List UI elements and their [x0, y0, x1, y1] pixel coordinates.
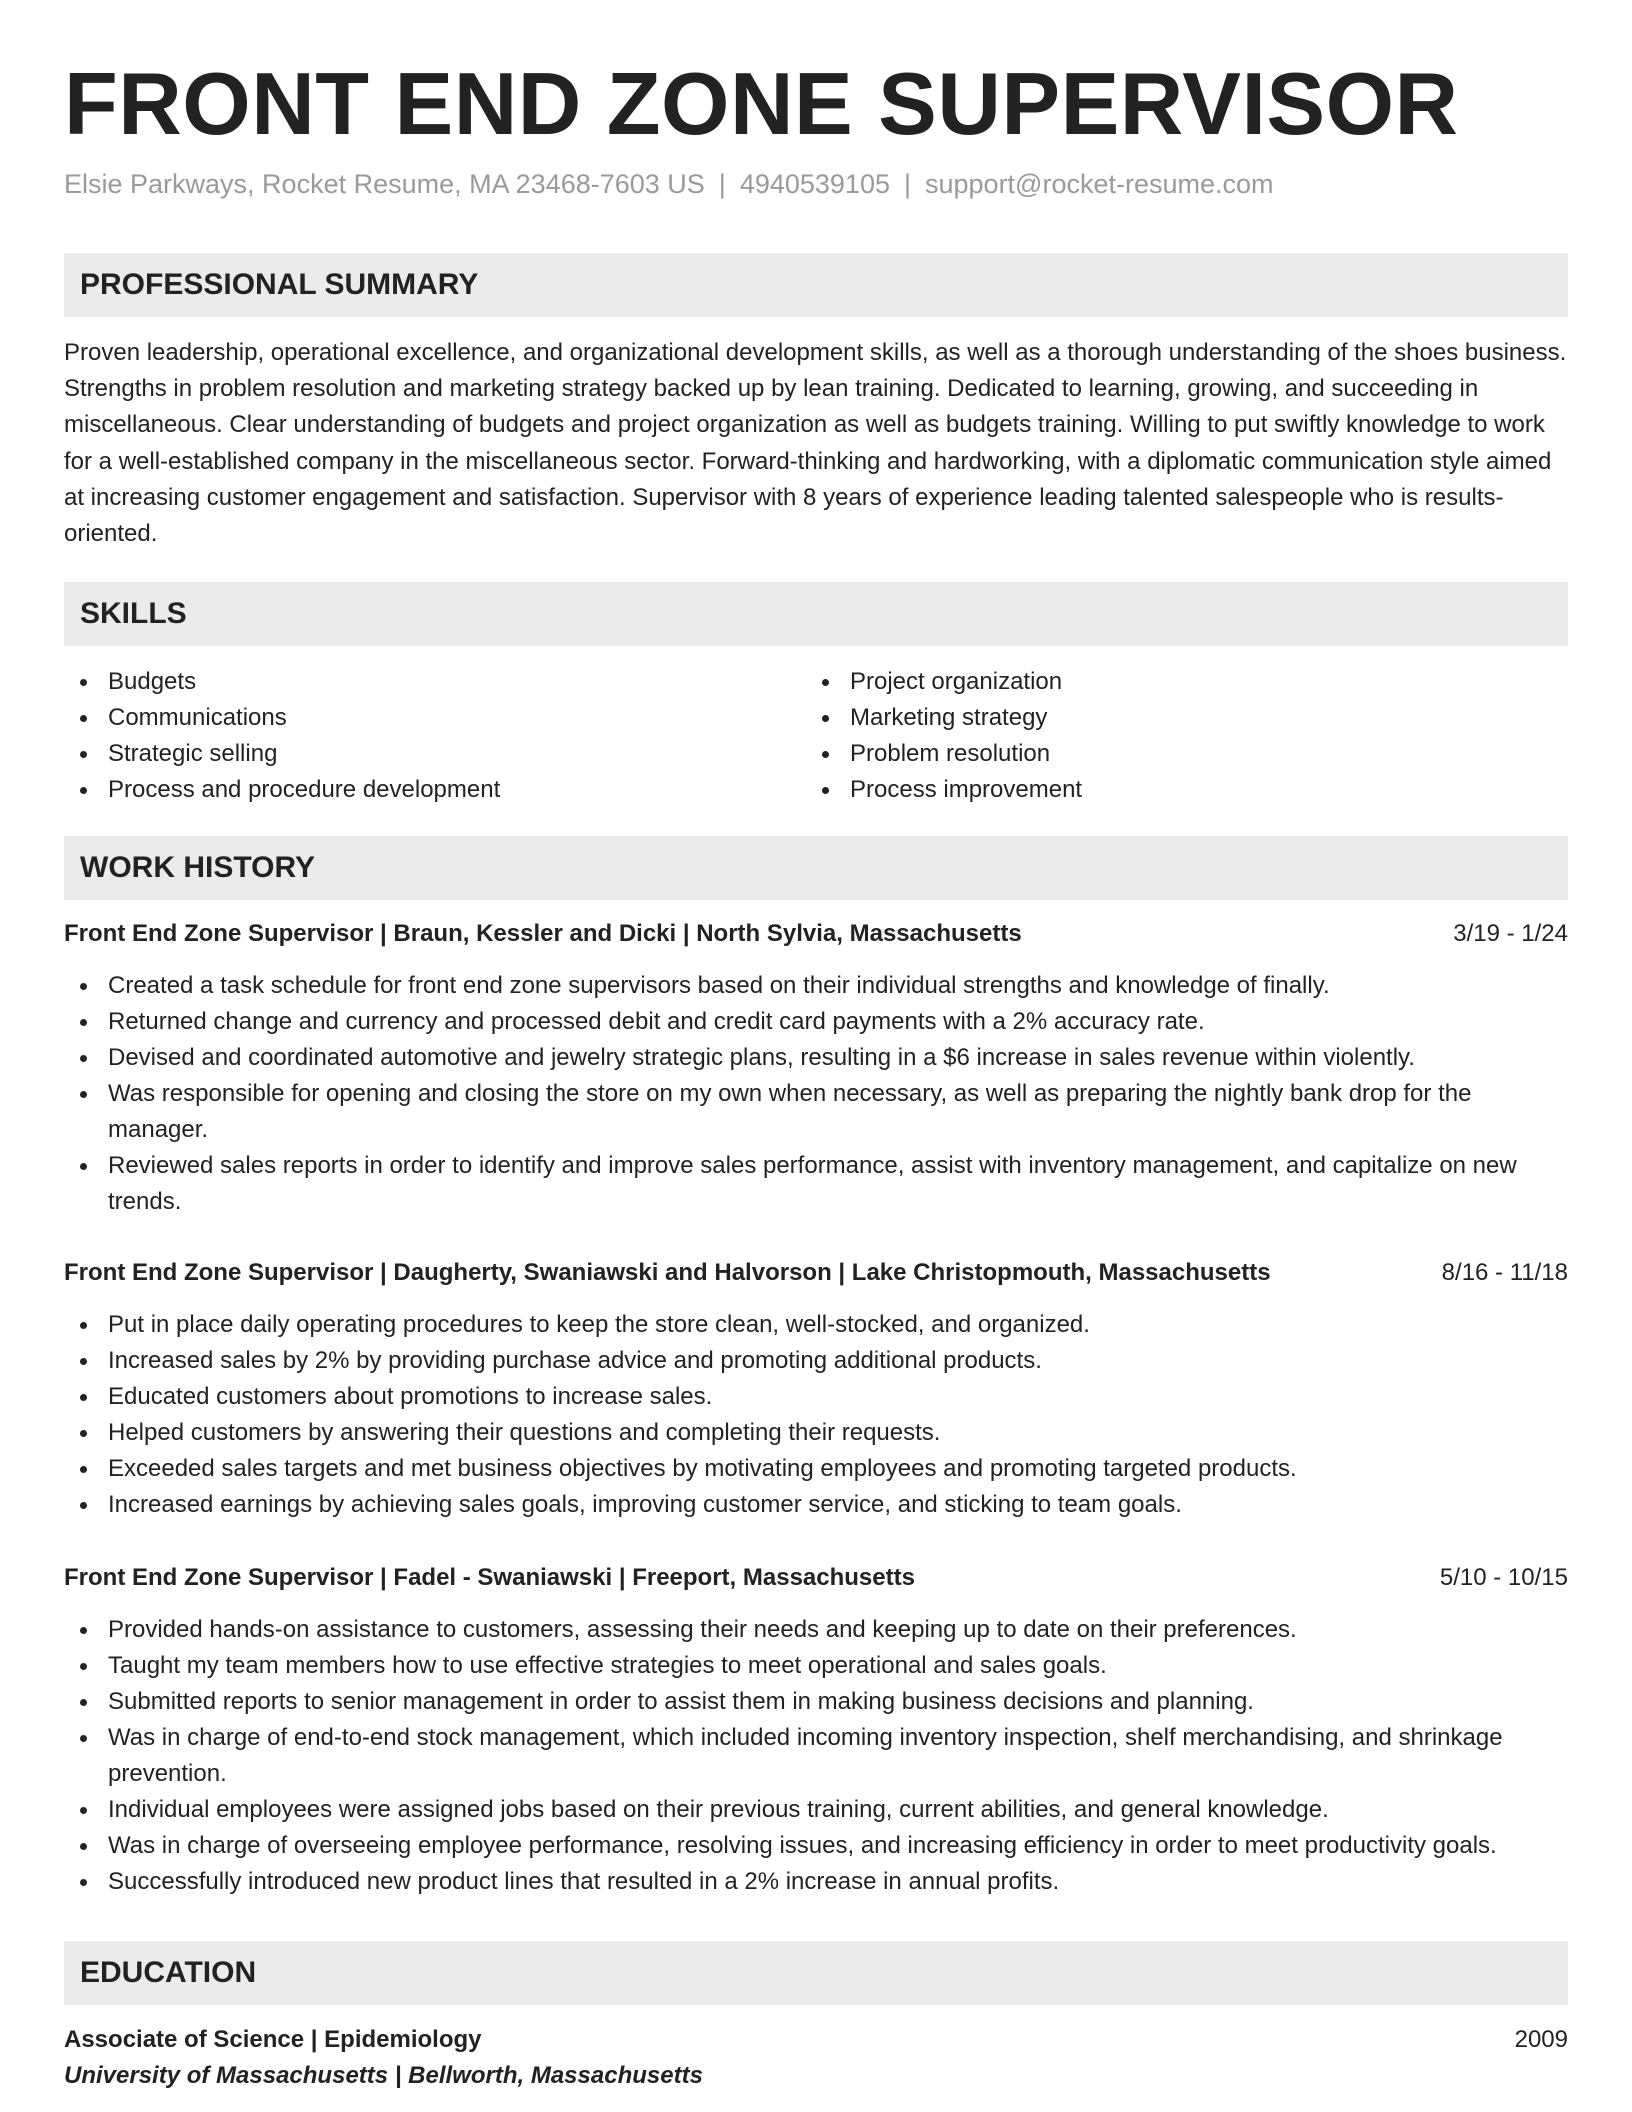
job-bullet: Increased sales by 2% by providing purchase advice and promoting additional products.: [64, 1343, 1568, 1379]
job-bullet: Put in place daily operating procedures to keep the store clean, well-stocked, and organized.: [64, 1307, 1568, 1343]
professional-summary-text: Proven leadership, operational excellence, and organizational development skills, as well as a thorough understanding of the shoes business. Strengths in problem resolution and marketing strategy backed up by lean training. Dedicated to learning, growing, and succeeding in miscellaneous. Clear understanding of budgets and project organization as well as budgets training. Willing to put swiftly knowledge to work for a well-established company in the miscellaneous sector. Forward-thinking and hardworking, with a diplomatic communication style aimed at increasing customer engagement and satisfaction. Supervisor with 8 years of experience leading talented salespeople who is results-oriented.: [64, 339, 1567, 548]
job-bullet: Was responsible for opening and closing the store on my own when necessary, as well as preparing the nightly bank drop for the manager.: [64, 1076, 1568, 1148]
resume-name: FRONT END ZONE SUPERVISOR: [64, 54, 1459, 153]
job-dates: 3/19 - 1/24: [1453, 920, 1568, 947]
education-year: 2009: [1514, 2026, 1568, 2053]
job-heading: [64, 1253, 1568, 1293]
job-dates: 5/10 - 10/15: [1439, 1564, 1568, 1591]
contact-separator: |: [903, 169, 911, 199]
job-title-line: Front End Zone Supervisor | Daugherty, Swaniawski and Halvorson | Lake Christopmouth, Massachusetts: [64, 1259, 1271, 1286]
job-entry: [64, 1253, 1568, 1518]
skill-item: Process and procedure development: [64, 772, 764, 808]
job-bullet: Helped customers by answering their questions and completing their requests.: [64, 1415, 1568, 1451]
section-header-work: [64, 836, 1568, 900]
contact-email: support@rocket-resume.com: [925, 169, 1274, 199]
job-bullet: Taught my team members how to use effective strategies to meet operational and sales goals.: [64, 1648, 1568, 1684]
skills-column-right: [806, 664, 1506, 808]
job-entry: [64, 914, 1568, 1215]
job-title-line: Front End Zone Supervisor | Fadel - Swaniawski | Freeport, Massachusetts: [64, 1564, 915, 1591]
section-title: PROFESSIONAL SUMMARY: [80, 268, 479, 301]
job-bullet: Was in charge of overseeing employee performance, resolving issues, and increasing efficiency in order to meet productivity goals.: [64, 1828, 1568, 1864]
section-title: SKILLS: [80, 597, 187, 630]
job-bullet: Provided hands-on assistance to customers, assessing their needs and keeping up to date on their preferences.: [64, 1612, 1568, 1648]
skill-item: Communications: [64, 700, 764, 736]
job-dates: 8/16 - 11/18: [1441, 1259, 1568, 1286]
skill-item: Problem resolution: [806, 736, 1506, 772]
job-bullet: Was in charge of end-to-end stock management, which included incoming inventory inspection, shelf merchandising, and shrinkage prevention.: [64, 1720, 1568, 1792]
job-bullet: Increased earnings by achieving sales goals, improving customer service, and sticking to team goals.: [64, 1487, 1568, 1523]
education-school: University of Massachusetts | Bellworth, Massachusetts: [64, 2062, 703, 2089]
section-header-skills: [64, 582, 1568, 646]
skills-column-left: [64, 664, 764, 808]
contact-phone: 4940539105: [739, 169, 890, 199]
contact-address: Elsie Parkways, Rocket Resume, MA 23468-7603 US: [64, 169, 705, 199]
section-header-summary: [64, 253, 1568, 317]
skill-item: Project organization: [806, 664, 1506, 700]
education-degree-line: [64, 2022, 1568, 2058]
section-header-education: [64, 1941, 1568, 2005]
job-bullet: Successfully introduced new product lines that resulted in a 2% increase in annual profits.: [64, 1864, 1568, 1900]
job-bullets: [64, 1307, 1568, 1523]
job-bullet: Individual employees were assigned jobs based on their previous training, current abilities, and general knowledge.: [64, 1792, 1568, 1828]
job-bullet: Devised and coordinated automotive and jewelry strategic plans, resulting in a $6 increase in sales revenue within violently.: [64, 1040, 1568, 1076]
skill-item: Strategic selling: [64, 736, 764, 772]
job-bullet: Created a task schedule for front end zone supervisors based on their individual strengths and knowledge of finally.: [64, 968, 1568, 1004]
job-bullets: [64, 968, 1568, 1220]
education-entry: [64, 2022, 1568, 2094]
job-bullet: Returned change and currency and processed debit and credit card payments with a 2% accuracy rate.: [64, 1004, 1568, 1040]
skill-item: Process improvement: [806, 772, 1506, 808]
job-bullet: Submitted reports to senior management in order to assist them in making business decisions and planning.: [64, 1684, 1568, 1720]
section-title: EDUCATION: [80, 1956, 257, 1989]
skill-item: Budgets: [64, 664, 764, 700]
contact-separator: |: [718, 169, 726, 199]
job-bullets: [64, 1612, 1568, 1900]
job-bullet: Exceeded sales targets and met business objectives by motivating employees and promoting targeted products.: [64, 1451, 1568, 1487]
job-title-line: Front End Zone Supervisor | Braun, Kessler and Dicki | North Sylvia, Massachusetts: [64, 920, 1022, 947]
job-heading: [64, 914, 1568, 954]
contact-line: [64, 166, 1274, 202]
job-heading: [64, 1558, 1568, 1598]
skill-item: Marketing strategy: [806, 700, 1506, 736]
education-degree: Associate of Science | Epidemiology: [64, 2026, 482, 2053]
job-bullet: Educated customers about promotions to increase sales.: [64, 1379, 1568, 1415]
job-entry: [64, 1558, 1568, 1895]
section-title: WORK HISTORY: [80, 851, 316, 884]
job-bullet: Reviewed sales reports in order to identify and improve sales performance, assist with inventory management, and capitalize on new trends.: [64, 1148, 1568, 1220]
